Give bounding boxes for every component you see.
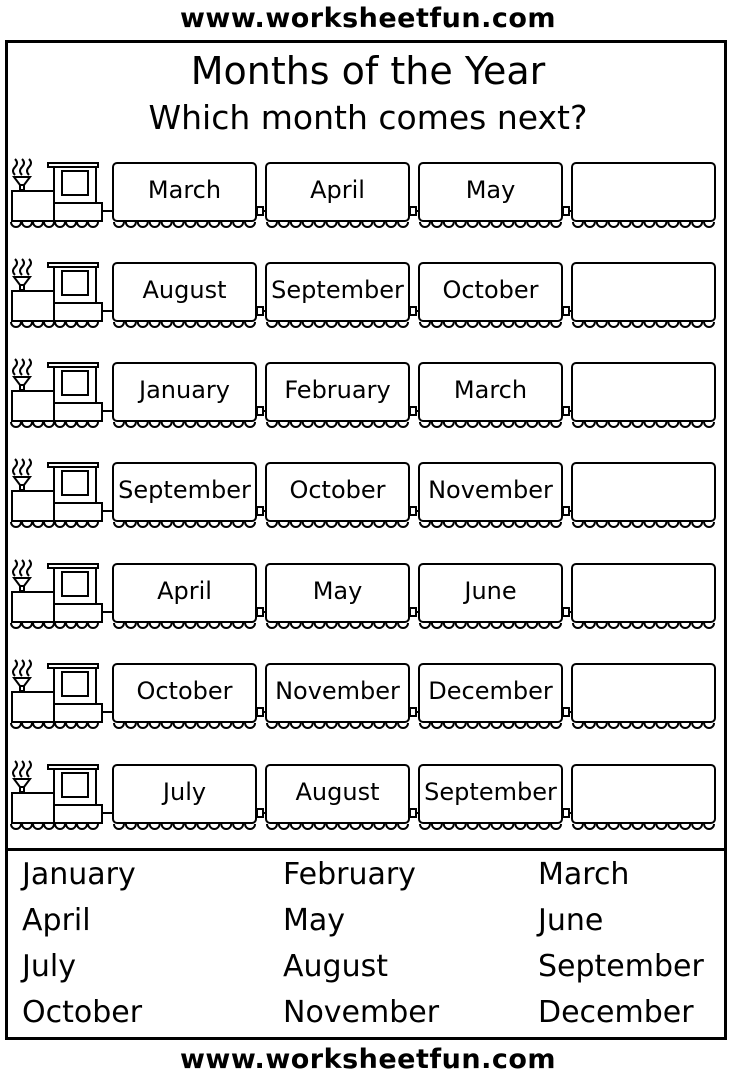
train-engine-icon: [12, 359, 113, 421]
train-engine-icon: [12, 660, 113, 722]
train-car-month: August: [295, 778, 380, 806]
train-car-month: May: [465, 176, 516, 204]
train-car-month: March: [453, 376, 528, 404]
word-bank-month: November: [283, 995, 440, 1030]
worksheet-subtitle: Which month comes next?: [148, 98, 588, 137]
word-bank-month: February: [283, 857, 416, 892]
train-car-month: September: [271, 276, 404, 304]
answer-car-blank[interactable]: [572, 365, 715, 415]
word-bank-month: January: [22, 857, 136, 892]
word-bank-month: August: [283, 949, 388, 984]
train-row: [10, 355, 720, 435]
train-engine-icon: [12, 259, 113, 321]
train-car-month: October: [136, 677, 233, 705]
answer-car-blank[interactable]: [572, 666, 715, 716]
train-car-month: August: [142, 276, 227, 304]
word-bank-month: October: [22, 995, 143, 1030]
train-car-month: September: [424, 778, 557, 806]
train-engine-icon: [12, 459, 113, 521]
train-row: [10, 455, 720, 535]
train-car-month: November: [275, 677, 400, 705]
train-car-month: April: [157, 577, 212, 605]
train-car-month: May: [312, 577, 363, 605]
word-bank-month: December: [538, 995, 694, 1030]
train-row: [10, 656, 720, 736]
train-engine-icon: [12, 761, 113, 823]
word-bank-month: May: [283, 903, 346, 938]
train-row: [10, 255, 720, 335]
word-bank-month: June: [538, 903, 604, 938]
train-row: [10, 757, 720, 837]
site-url-footer: www.worksheetfun.com: [179, 1044, 557, 1075]
answer-car-blank[interactable]: [572, 566, 715, 616]
train-car-month: November: [428, 476, 553, 504]
train-engine-icon: [12, 560, 113, 622]
train-car-month: October: [442, 276, 539, 304]
word-bank-month: September: [538, 949, 704, 984]
word-bank-month: March: [538, 857, 630, 892]
word-bank-month: July: [22, 949, 76, 984]
worksheet-title: Months of the Year: [190, 49, 546, 93]
train-car-month: June: [464, 577, 517, 605]
train-car-month: July: [162, 778, 207, 806]
train-car-month: February: [284, 376, 391, 404]
train-engine-icon: [12, 159, 113, 221]
answer-car-blank[interactable]: [572, 265, 715, 315]
train-car-month: January: [139, 376, 230, 404]
answer-car-blank[interactable]: [572, 767, 715, 817]
word-bank-month: April: [22, 903, 91, 938]
train-car-month: October: [289, 476, 386, 504]
train-row: [10, 556, 720, 636]
train-row: [10, 155, 720, 235]
train-car-month: December: [428, 677, 553, 705]
train-car-month: September: [118, 476, 251, 504]
train-car-month: March: [147, 176, 222, 204]
site-url-header: www.worksheetfun.com: [179, 3, 557, 34]
answer-car-blank[interactable]: [572, 165, 715, 215]
answer-car-blank[interactable]: [572, 465, 715, 515]
word-bank-divider: [5, 848, 727, 851]
train-car-month: April: [310, 176, 365, 204]
